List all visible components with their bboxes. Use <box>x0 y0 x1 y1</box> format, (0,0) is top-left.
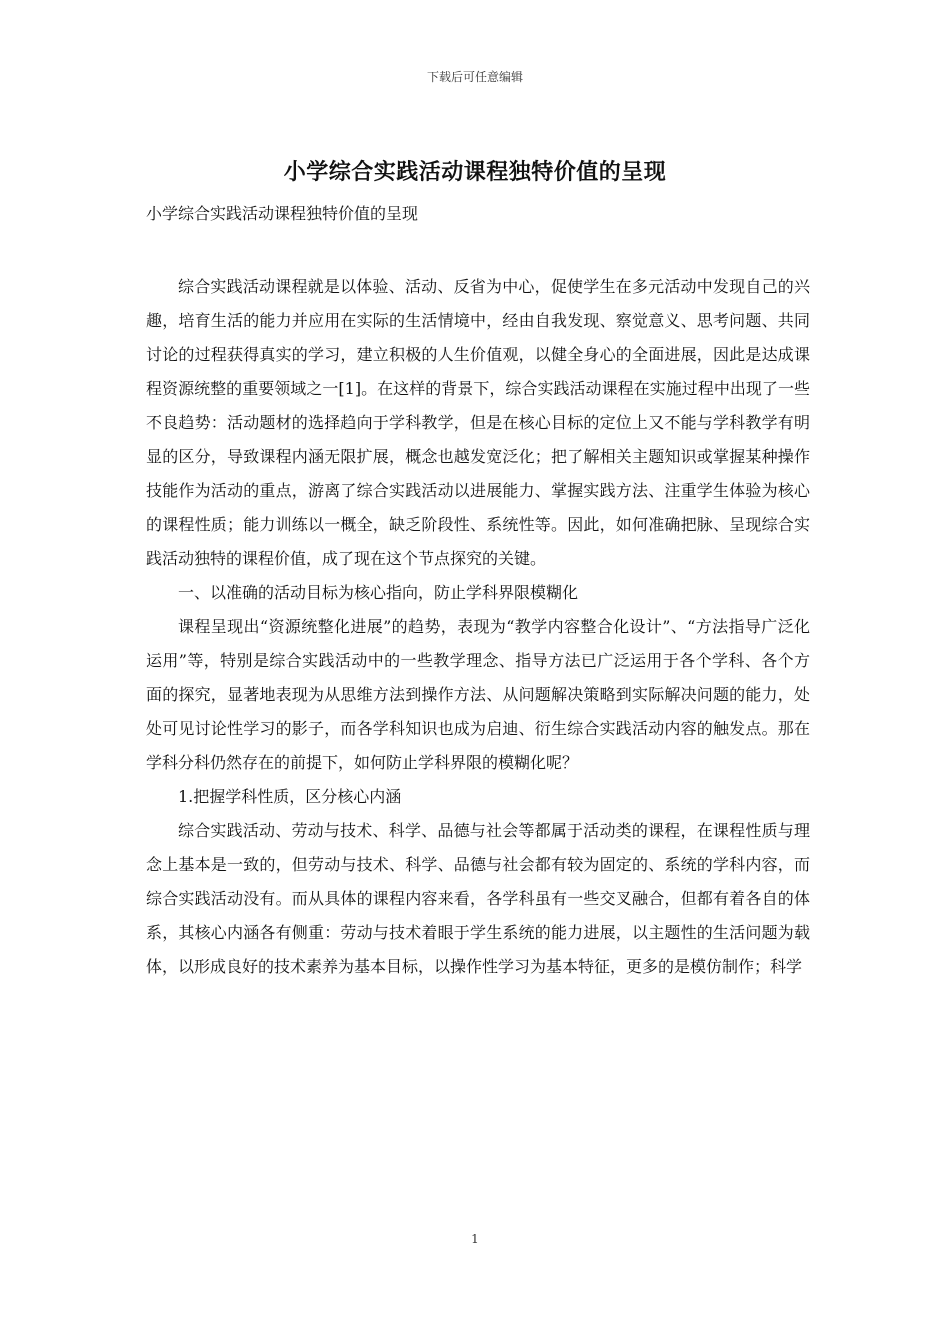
subsection-heading-1-1: 1.把握学科性质，区分核心内涵 <box>178 787 402 806</box>
body-paragraph-section-1: 课程呈现出“资源统整化进展”的趋势，表现为“教学内容整合化设计”、“方法指导广泛化运用”等，特别是综合实践活动中的一些教学理念、指导方法已广泛运用于各个学科、各个方面的探究，显著地表现为从思维方法到操作方法、从问题解决策略到实际解决问题的能力，处处可见讨论性学习的影子，而各学科知识也成为启迪、衍生综合实践活动内容的触发点。那在学科分科仍然存在的前提下，如何防止学科界限的模糊化呢？ <box>146 617 810 772</box>
document-body <box>146 270 810 984</box>
document-title: 小学综合实践活动课程独特价值的呈现 <box>283 159 667 185</box>
body-paragraph-intro: 综合实践活动课程就是以体验、活动、反省为中心，促使学生在多元活动中发现自己的兴趣，培育生活的能力并应用在实际的生活情境中，经由自我发现、察觉意义、思考问题、共同讨论的过程获得真实的学习，建立积极的人生价值观，以健全身心的全面进展，因此是达成课程资源统整的重要领域之一[1]。在这样的背景下，综合实践活动课程在实施过程中出现了一些不良趋势：活动题材的选择趋向于学科教学，但是在核心目标的定位上又不能与学科教学有明显的区分，导致课程内涵无限扩展，概念也越发宽泛化；把了解相关主题知识或掌握某种操作技能作为活动的重点，游离了综合实践活动以进展能力、掌握实践方法、注重学生体验为核心的课程性质；能力训练以一概全，缺乏阶段性、系统性等。因此，如何准确把脉、呈现综合实践活动独特的课程价值，成了现在这个节点探究的关键。 <box>146 277 810 568</box>
document-subtitle: 小学综合实践活动课程独特价值的呈现 <box>146 204 419 223</box>
page-number: 1 <box>471 1232 479 1246</box>
body-paragraph-subsection-1-1: 综合实践活动、劳动与技术、科学、品德与社会等都属于活动类的课程，在课程性质与理念上基本是一致的，但劳动与技术、科学、品德与社会都有较为固定的、系统的学科内容，而综合实践活动没有。而从具体的课程内容来看，各学科虽有一些交叉融合，但都有着各自的体系，其核心内涵各有侧重：劳动与技术着眼于学生系统的能力进展，以主题性的生活问题为载体，以形成良好的技术素养为基本目标，以操作性学习为基本特征，更多的是模仿制作；科学 <box>146 821 810 976</box>
page-header: 下载后可任意编辑 <box>426 70 523 84</box>
section-heading-1: 一、以准确的活动目标为核心指向，防止学科界限模糊化 <box>178 583 579 602</box>
